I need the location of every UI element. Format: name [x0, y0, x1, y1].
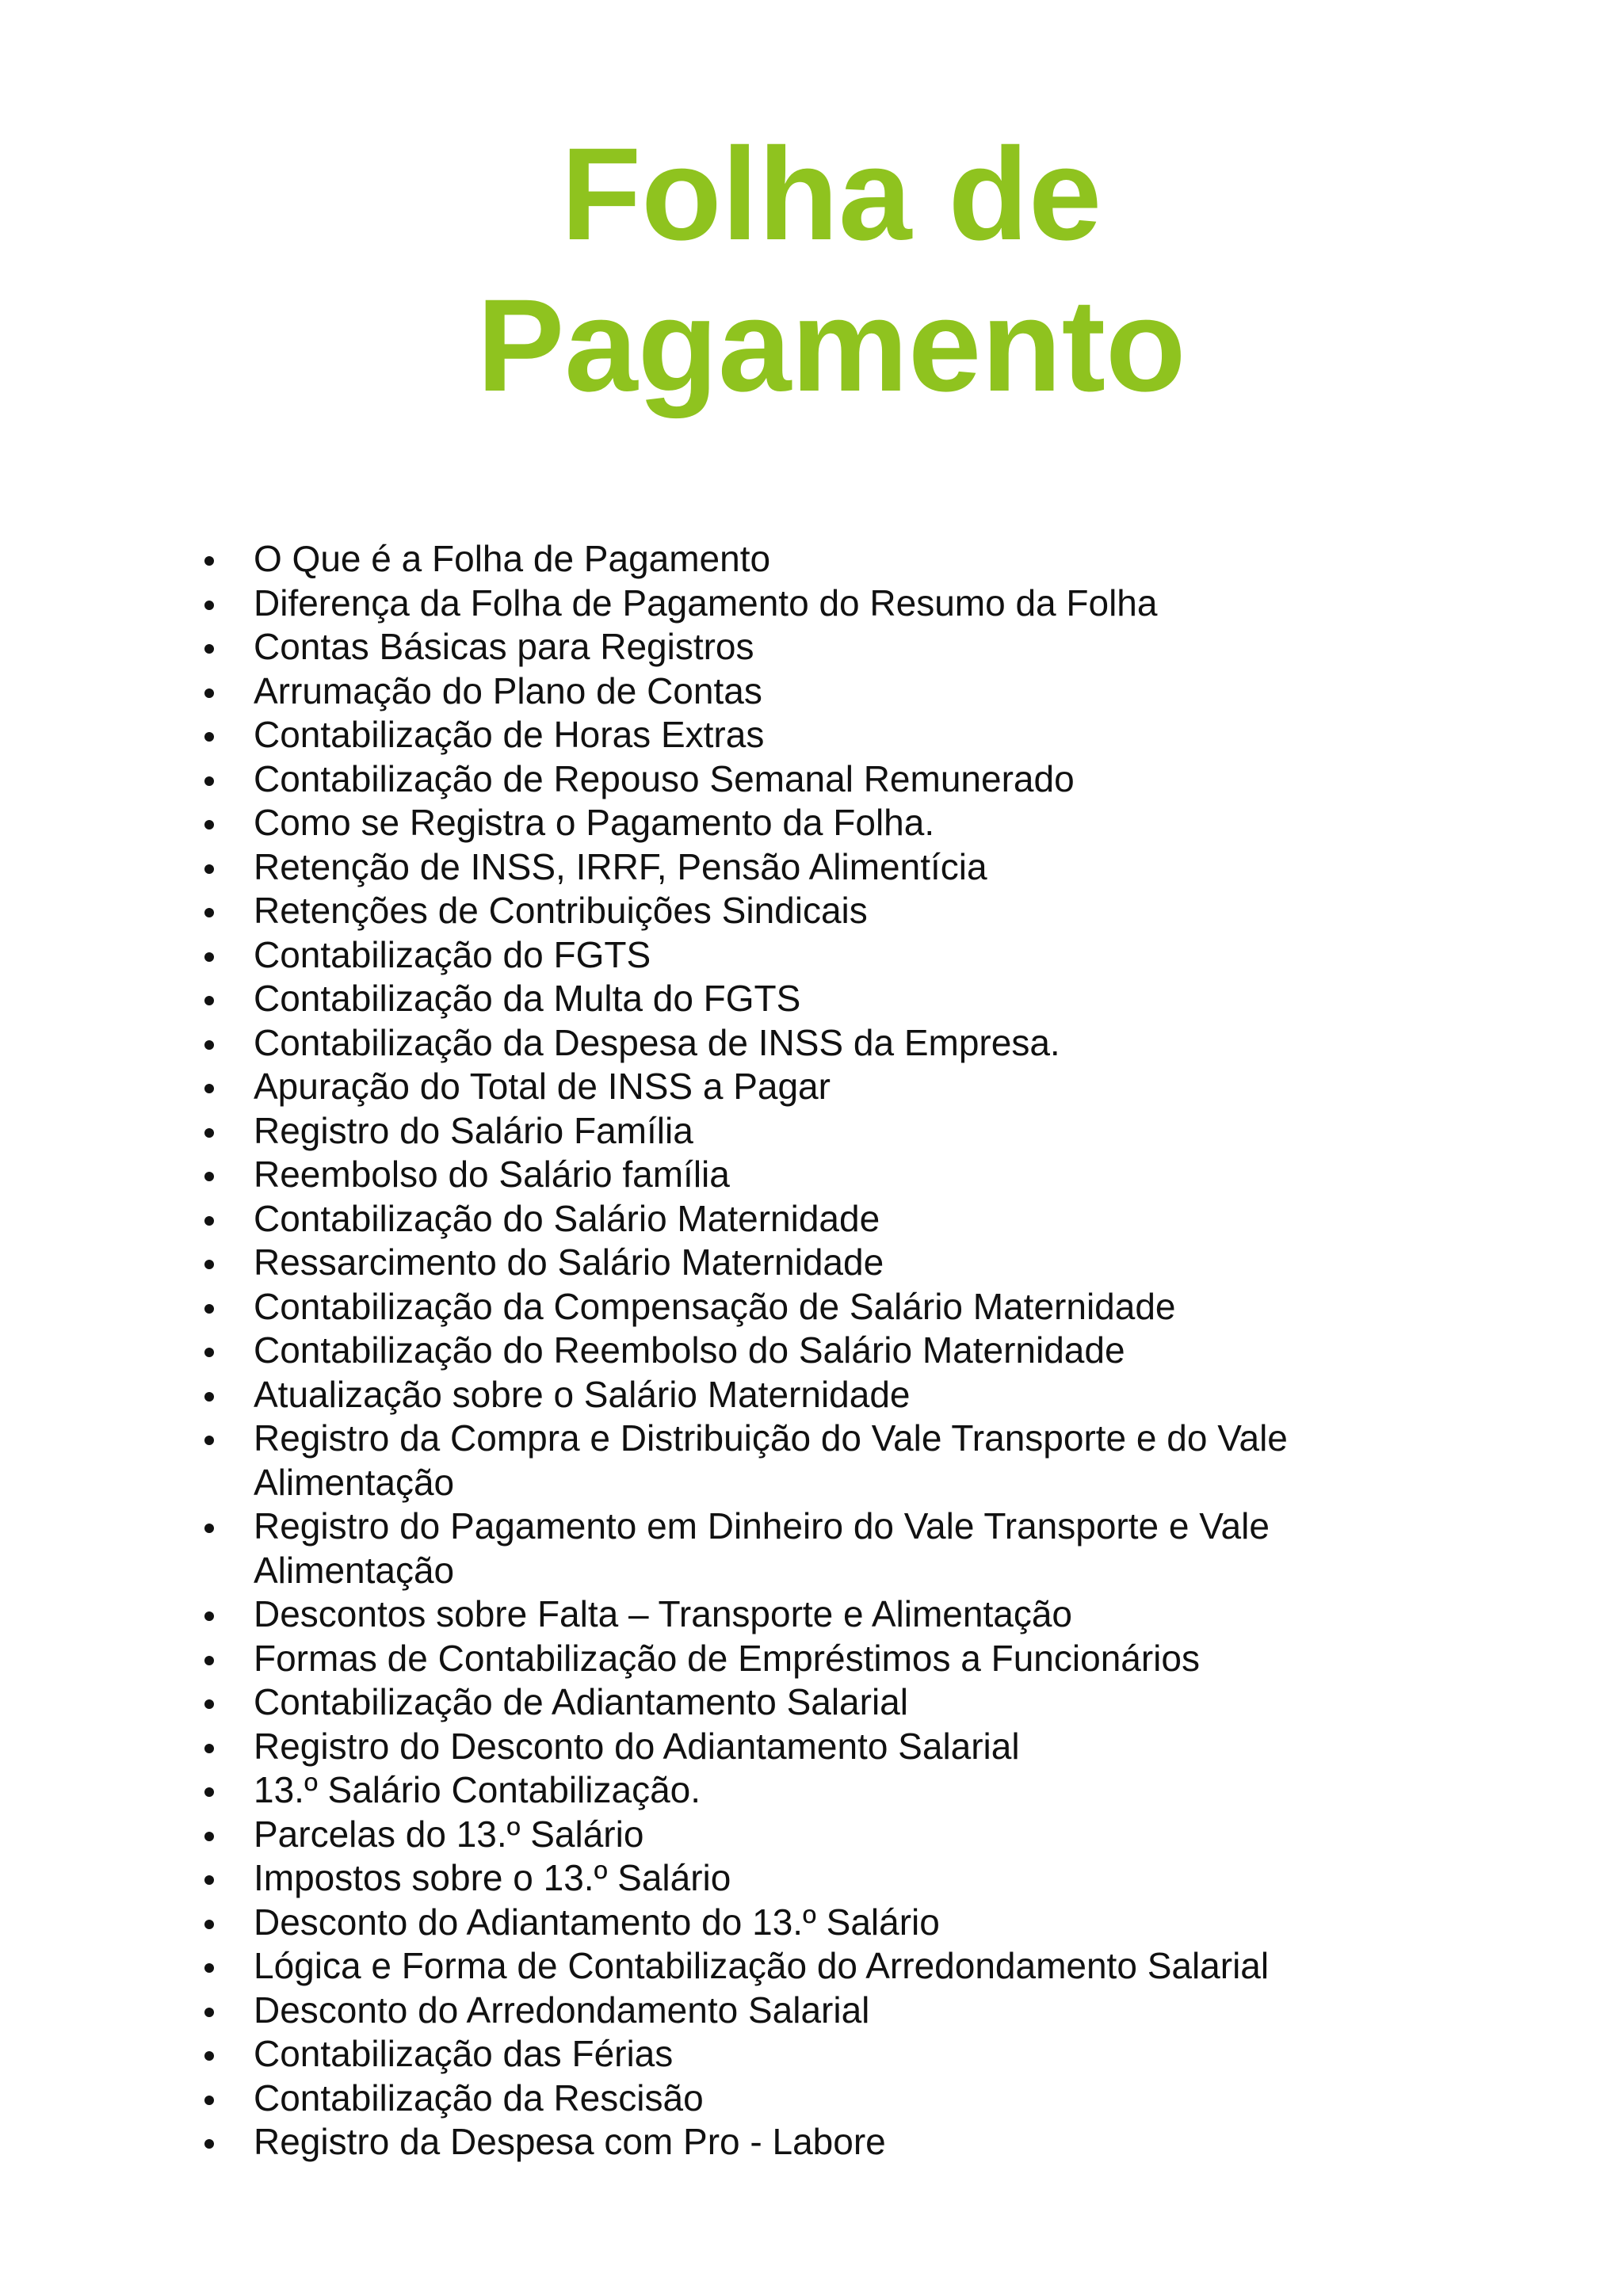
list-item	[204, 2077, 1393, 2121]
list-item	[204, 1592, 1393, 1637]
bullet-icon	[204, 1611, 214, 1621]
list-item-text: Contas Básicas para Registros	[254, 626, 754, 667]
list-item	[204, 669, 1393, 714]
list-item	[204, 1944, 1393, 1989]
list-item	[204, 1505, 1393, 1592]
bullet-icon	[204, 1963, 214, 1973]
list-item	[204, 757, 1393, 802]
list-item	[204, 845, 1393, 890]
list-item	[204, 1637, 1393, 1681]
list-item	[204, 1768, 1393, 1813]
list-item-text: Ressarcimento do Salário Maternidade	[254, 1241, 884, 1283]
list-item-text: Retenções de Contribuições Sindicais	[254, 890, 868, 931]
bullet-icon	[204, 952, 214, 962]
list-item	[204, 1197, 1393, 1241]
bullet-icon	[204, 1875, 214, 1885]
list-item-text: Contabilização de Repouso Semanal Remunerado	[254, 757, 1075, 799]
bullet-icon	[204, 776, 214, 786]
list-item-text: Registro do Salário Família	[254, 1109, 693, 1151]
bullet-icon	[204, 644, 214, 654]
list-item-text: Reembolso do Salário família	[254, 1154, 730, 1195]
list-item	[204, 1901, 1393, 1945]
list-item-text: Atualização sobre o Salário Maternidade	[254, 1373, 911, 1415]
bullet-icon	[204, 556, 214, 566]
list-item	[204, 1989, 1393, 2033]
list-item-text: Registro da Compra e Distribuição do Vale Transporte e do Vale Alimentação	[254, 1417, 1288, 1503]
list-item	[204, 889, 1393, 933]
list-item-text: Registro do Pagamento em Dinheiro do Vale Transporte e Vale Alimentação	[254, 1505, 1270, 1591]
list-item-text: Contabilização do FGTS	[254, 933, 651, 975]
list-item	[204, 537, 1393, 582]
list-item-text: Como se Registra o Pagamento da Folha.	[254, 802, 935, 843]
bullet-icon	[204, 1348, 214, 1357]
bullet-icon	[204, 864, 214, 874]
bullet-icon	[204, 1304, 214, 1314]
bullet-icon	[204, 1128, 214, 1138]
list-item-text: Desconto do Arredondamento Salarial	[254, 1989, 870, 2031]
bullet-icon	[204, 1172, 214, 1181]
list-item-text: Formas de Contabilização de Empréstimos a Funcionários	[254, 1637, 1200, 1679]
bullet-icon	[204, 2096, 214, 2105]
bullet-icon	[204, 1260, 214, 1269]
list-item	[204, 1021, 1393, 1066]
bullet-icon	[204, 688, 214, 698]
title-line: Folha de	[560, 121, 1102, 268]
list-item	[204, 625, 1393, 669]
bullet-icon	[204, 601, 214, 610]
list-item	[204, 1065, 1393, 1109]
list-item	[204, 801, 1393, 845]
bullet-icon	[204, 1787, 214, 1797]
bullet-icon	[204, 1744, 214, 1753]
list-item-text: Impostos sobre o 13.º Salário	[254, 1857, 731, 1898]
list-item	[204, 933, 1393, 978]
bullet-icon	[204, 2008, 214, 2017]
list-item-text: Registro do Desconto do Adiantamento Salarial	[254, 1725, 1020, 1767]
bullet-icon	[204, 908, 214, 917]
bullet-icon	[204, 1084, 214, 1093]
list-item	[204, 977, 1393, 1021]
list-item	[204, 1241, 1393, 1285]
list-item-text: Contabilização do Salário Maternidade	[254, 1197, 880, 1239]
list-item-text: Parcelas do 13.º Salário	[254, 1813, 644, 1855]
list-item	[204, 2032, 1393, 2077]
list-item	[204, 1285, 1393, 1329]
bullet-icon	[204, 996, 214, 1005]
bullet-icon	[204, 1832, 214, 1841]
list-item-text: Retenção de INSS, IRRF, Pensão Alimentícia	[254, 845, 987, 887]
list-item-text: Contabilização do Reembolso do Salário Maternidade	[254, 1329, 1125, 1371]
bullet-icon	[204, 1699, 214, 1709]
list-item	[204, 582, 1393, 626]
list-item	[204, 1373, 1393, 1417]
topic-list	[204, 537, 1393, 2164]
bullet-icon	[204, 1040, 214, 1050]
bullet-icon	[204, 1656, 214, 1665]
bullet-icon	[204, 1436, 214, 1445]
bullet-icon	[204, 2051, 214, 2061]
list-item-text: Contabilização das Férias	[254, 2033, 674, 2074]
list-item-text: Descontos sobre Falta – Transporte e Alimentação	[254, 1593, 1073, 1634]
list-item	[204, 1680, 1393, 1725]
bullet-icon	[204, 1216, 214, 1226]
bullet-icon	[204, 1920, 214, 1929]
list-item-text: Diferença da Folha de Pagamento do Resumo da Folha	[254, 582, 1158, 624]
list-item-text: 13.º Salário Contabilização.	[254, 1769, 701, 1810]
list-item-text: Registro da Despesa com Pro - Labore	[254, 2121, 886, 2162]
bullet-icon	[204, 820, 214, 830]
list-item	[204, 1856, 1393, 1901]
list-item	[204, 2120, 1393, 2164]
list-item-text: Contabilização da Compensação de Salário Maternidade	[254, 1285, 1176, 1327]
bullet-icon	[204, 2139, 214, 2149]
list-item-text: Contabilização da Multa do FGTS	[254, 978, 801, 1019]
list-item-text: Desconto do Adiantamento do 13.º Salário	[254, 1901, 940, 1943]
list-item	[204, 1417, 1393, 1505]
list-item	[204, 1813, 1393, 1857]
list-item	[204, 1153, 1393, 1197]
list-item-text: Contabilização da Rescisão	[254, 2077, 704, 2119]
title-line: Pagamento	[476, 273, 1186, 419]
list-item	[204, 1725, 1393, 1769]
list-item-text: Contabilização de Horas Extras	[254, 714, 765, 755]
list-item-text: Contabilização de Adiantamento Salarial	[254, 1681, 908, 1722]
list-item	[204, 1109, 1393, 1154]
bullet-icon	[204, 1524, 214, 1533]
list-item-text: Arrumação do Plano de Contas	[254, 669, 762, 711]
bullet-icon	[204, 732, 214, 742]
list-item-text: Contabilização da Despesa de INSS da Empresa.	[254, 1021, 1060, 1063]
list-item-text: O Que é a Folha de Pagamento	[254, 538, 771, 579]
list-item	[204, 713, 1393, 757]
list-item	[204, 1329, 1393, 1373]
list-item-text: Lógica e Forma de Contabilização do Arredondamento Salarial	[254, 1945, 1270, 1986]
bullet-icon	[204, 1392, 214, 1402]
list-item-text: Apuração do Total de INSS a Pagar	[254, 1066, 831, 1107]
page-title	[0, 119, 1623, 421]
